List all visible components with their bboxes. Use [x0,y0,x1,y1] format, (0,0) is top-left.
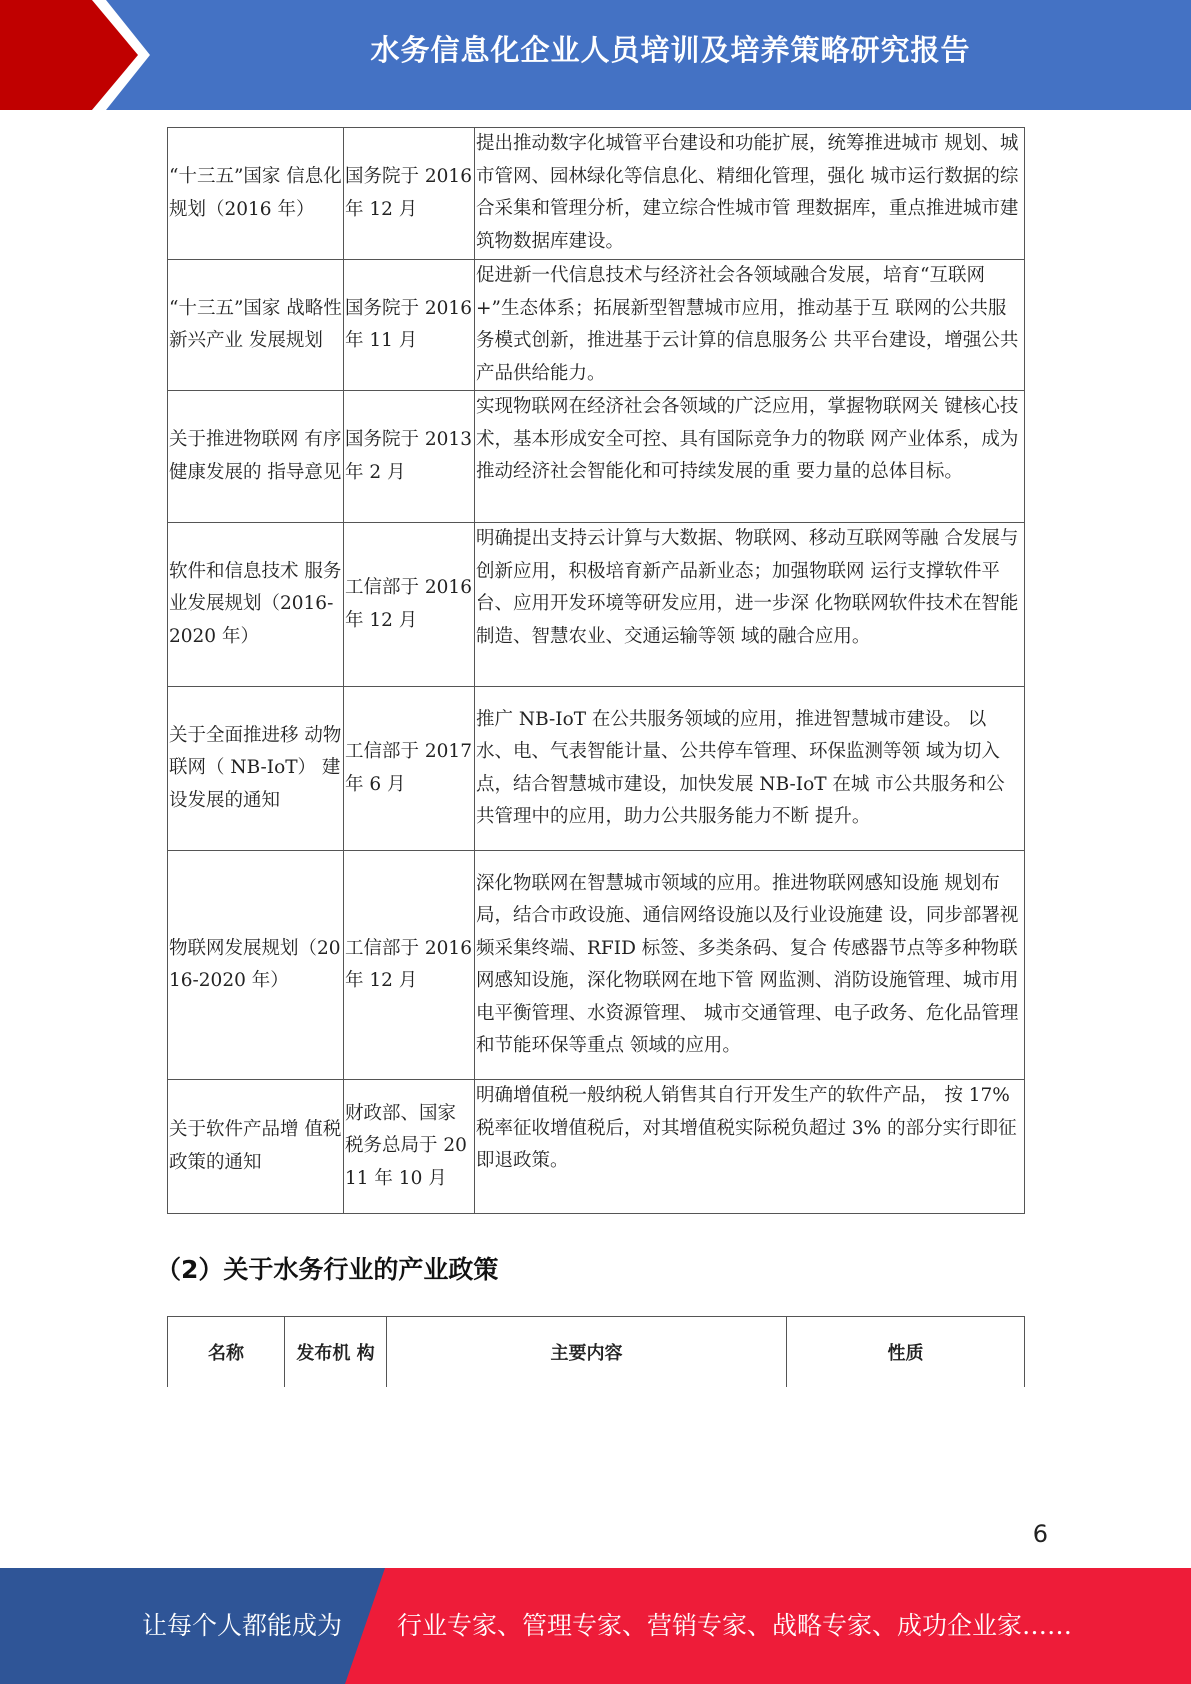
policy-content-cell: 明确增值税一般纳税人销售其自行开发生产的软件产品， 按 17%税率征收增值税后，对其增值税实际税负超过 3% 的部分实行即征即退政策。 [475,1080,1025,1214]
policy-name-cell: 软件和信息技术 服务业发展规划（2016-2020 年） [168,523,344,687]
table-row [168,260,1025,391]
page-number: 6 [1032,1520,1048,1548]
policy-content-cell: 深化物联网在智慧城市领域的应用。推进物联网感知设施 规划布局，结合市政设施、通信网络设施以及行业设施建 设，同步部署视频采集终端、RFID 标签、多类条码、复合 传感器节点等多种物联网感知设施，深化物联网在地下管 网监测、消防设施管理、城市用电平衡管理、水资源管理、 城市交通管理、电子政务、危化品管理和节能环保等重点 领域的应用。 [475,851,1025,1080]
table-row [168,1080,1025,1214]
column-header-issuer: 发布机 构 [285,1317,387,1388]
column-header-content: 主要内容 [387,1317,787,1388]
table-row [168,523,1025,687]
policy-content-cell: 实现物联网在经济社会各领域的广泛应用，掌握物联网关 键核心技术，基本形成安全可控、具有国际竞争力的物联 网产业体系，成为推动经济社会智能化和可持续发展的重 要力量的总体目标。 [475,391,1025,523]
policy-name-cell: 关于推进物联网 有序健康发展的 指导意见 [168,391,344,523]
header-red-arrow-decoration [0,0,150,110]
policy-table [167,127,1025,1214]
policy-name-cell: 关于全面推进移 动物联网（ NB-IoT） 建 设发展的通知 [168,687,344,851]
table-row [168,391,1025,523]
policy-name-cell: 物联网发展规划（2016-2020 年） [168,851,344,1080]
table-row [168,851,1025,1080]
industry-policy-table [167,1316,1025,1387]
policy-issuer-cell: 工信部于 2016 年 12 月 [344,851,475,1080]
policy-issuer-cell: 工信部于 2016 年 12 月 [344,523,475,687]
section-heading: （2）关于水务行业的产业政策 [156,1255,499,1284]
footer-slogan-left: 让每个人都能成为 [142,1611,343,1640]
policy-content-cell: 推广 NB-IoT 在公共服务领域的应用，推进智慧城市建设。 以水、电、气表智能计量、公共停车管理、环保监测等领 域为切入点，结合智慧城市建设，加快发展 NB-IoT 在城 市公共服务和公共管理中的应用，助力公共服务能力不断 提升。 [475,687,1025,851]
policy-content-cell: 促进新一代信息技术与经济社会各领域融合发展，培育“互联网+”生态体系；拓展新型智慧城市应用，推动基于互 联网的公共服务模式创新，推进基于云计算的信息服务公 共平台建设，增强公共产品供给能力。 [475,260,1025,391]
policy-name-cell: 关于软件产品增 值税政策的通知 [168,1080,344,1214]
policy-issuer-cell: 国务院于 2013 年 2 月 [344,391,475,523]
policy-issuer-cell: 国务院于 2016 年 11 月 [344,260,475,391]
policy-content-cell: 明确提出支持云计算与大数据、物联网、移动互联网等融 合发展与创新应用，积极培育新产品新业态；加强物联网 运行支撑软件平台、应用开发环境等研发应用，进一步深 化物联网软件技术在智能制造、智慧农业、交通运输等领 域的融合应用。 [475,523,1025,687]
policy-issuer-cell: 国务院于 2016 年 12 月 [344,128,475,260]
page-header [0,0,1191,110]
column-header-name: 名称 [168,1317,285,1388]
report-title: 水务信息化企业人员培训及培养策略研究报告 [370,33,971,67]
footer-slogan-right: 行业专家、管理专家、营销专家、战略专家、成功企业家…… [397,1611,1073,1640]
table-header-row [168,1317,1025,1388]
policy-name-cell: “十三五”国家 信息化规划（2016 年） [168,128,344,260]
page-footer [0,1568,1191,1684]
table-row [168,687,1025,851]
policy-issuer-cell: 工信部于 2017 年 6 月 [344,687,475,851]
policy-name-cell: “十三五”国家 战略性新兴产业 发展规划 [168,260,344,391]
policy-issuer-cell: 财政部、国家税务总局于 2011 年 10 月 [344,1080,475,1214]
table-row [168,128,1025,260]
column-header-nature: 性质 [787,1317,1025,1388]
policy-content-cell: 提出推动数字化城管平台建设和功能扩展，统筹推进城市 规划、城市管网、园林绿化等信息化、精细化管理，强化 城市运行数据的综合采集和管理分析，建立综合性城市管 理数据库，重点推进城市建筑物数据库建设。 [475,128,1025,260]
